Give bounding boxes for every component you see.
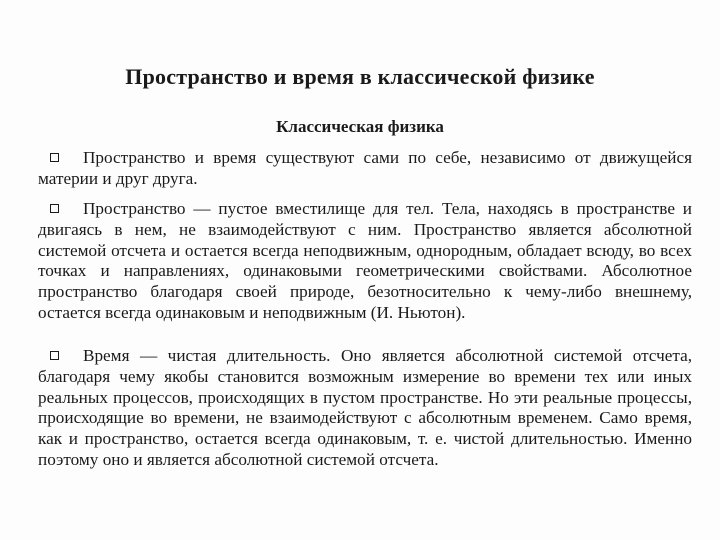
page-title: Пространство и время в классической физике: [125, 64, 595, 89]
bullet-text-1: Пространство и время существуют сами по себе, независимо от движущейся материи и друг друга.: [38, 148, 692, 188]
bullet-text-2: Пространство — пустое вместилище для тел. Тела, находясь в пространстве и двигаясь в нем, не взаимодействуют с ним. Пространство является абсолютной системой отсчета и остается всегда неподвижным, однородным, обладает всюду, во всех точках и направлениях, одинаковыми геометрическими свойствами. Абсолютное пространство благодаря своей природе, безотносительно к чему-либо внешнему, остается всегда одинаковым и неподвижным (И. Ньютон).: [38, 199, 692, 322]
bullet-paragraph-2: [38, 199, 692, 324]
bullet-text-3: Время — чистая длительность. Оно является абсолютной системой отсчета, благодаря чему якобы становится возможным измерение во времени тех или иных реальных процессов, происходящих в пустом пространстве. Но эти реальные процессы, происходящие во времени, не взаимодействуют с абсолютным временем. Само время, как и пространство, остается всегда одинаковым, т. е. чистой длительностью. Именно поэтому оно и является абсолютной системой отсчета.: [38, 346, 692, 469]
bullet-paragraph-1: [38, 148, 692, 190]
section-title: Классическая физика: [276, 117, 444, 136]
bullet-paragraph-3: [38, 346, 692, 471]
square-bullet-icon: [50, 153, 59, 162]
square-bullet-icon: [50, 351, 59, 360]
square-bullet-icon: [50, 204, 59, 213]
